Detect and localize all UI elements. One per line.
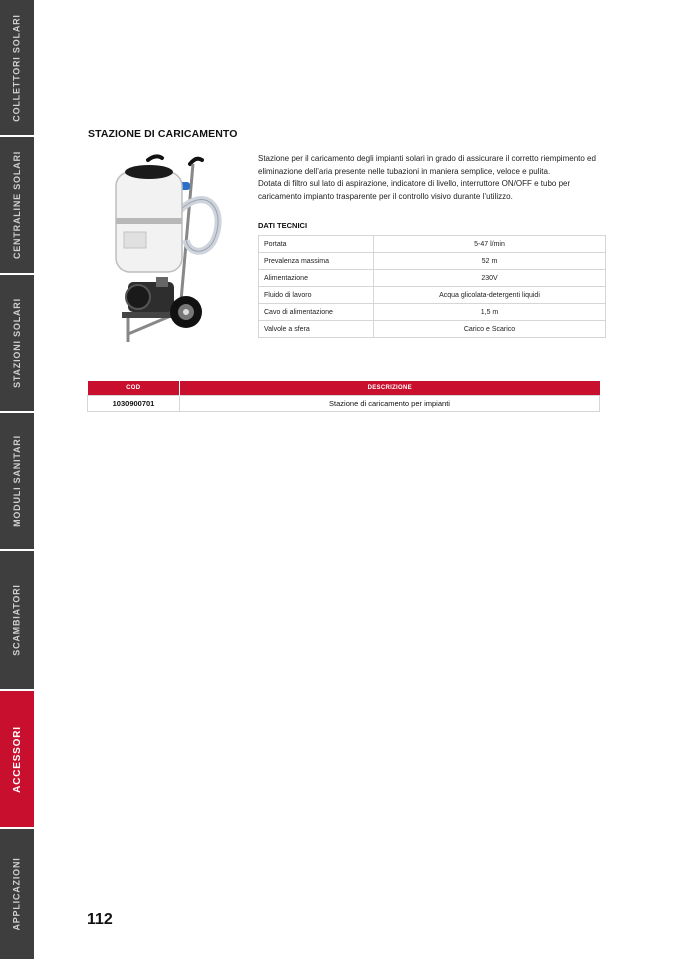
charging-station-image xyxy=(98,152,228,348)
page-title: STAZIONE DI CARICAMENTO xyxy=(88,128,238,140)
tab-label: COLLETTORI SOLARI xyxy=(12,13,22,122)
order-description: Stazione di caricamento per impianti xyxy=(180,396,600,412)
tab-moduli-sanitari[interactable] xyxy=(0,413,34,551)
tab-label: SCAMBIATORI xyxy=(12,584,22,656)
spec-label: Fluido di lavoro xyxy=(259,287,374,304)
table-row xyxy=(259,287,606,304)
tab-label: STAZIONI SOLARI xyxy=(12,298,22,388)
specs-heading: DATI TECNICI xyxy=(258,221,308,230)
spec-value: 52 m xyxy=(374,253,606,270)
column-header-code: COD xyxy=(88,381,180,396)
tab-applicazioni[interactable] xyxy=(0,829,34,959)
table-row xyxy=(259,253,606,270)
spec-value: 5-47 l/min xyxy=(374,236,606,253)
tab-label: CENTRALINE SOLARI xyxy=(12,150,23,260)
spec-label: Prevalenza massima xyxy=(259,253,374,270)
table-row xyxy=(259,236,606,253)
specs-table xyxy=(258,235,606,338)
product-description xyxy=(258,153,603,203)
spec-label: Portata xyxy=(259,236,374,253)
category-sidebar xyxy=(0,0,34,959)
spec-value: 1,5 m xyxy=(374,304,606,321)
description-paragraph-2: Dotata di filtro sul lato di aspirazione, indicatore di livello, interruttore ON/OFF e tubo per caricamento impianto trasparente per il controllo visivo durante l’utilizzo. xyxy=(258,179,571,201)
table-row xyxy=(259,321,606,338)
table-row xyxy=(88,396,600,412)
spec-value: 230V xyxy=(374,270,606,287)
table-row xyxy=(259,270,606,287)
order-table xyxy=(87,381,600,412)
tab-collettori-solari[interactable] xyxy=(0,0,34,137)
column-header-description: DESCRIZIONE xyxy=(180,381,600,396)
tab-label: ACCESSORI xyxy=(11,725,23,793)
tab-label: APPLICAZIONI xyxy=(12,857,23,931)
tab-stazioni-solari[interactable] xyxy=(0,275,34,413)
description-paragraph-1: Stazione per il caricamento degli impianti solari in grado di assicurare il corretto riempimento ed eliminazione dell’aria presente nelle tubazioni in maniera semplice, veloce e pulita. xyxy=(258,154,596,176)
page-number: 112 xyxy=(87,911,113,928)
spec-label: Valvole a sfera xyxy=(259,321,374,338)
spec-value: Acqua glicolata-detergenti liquidi xyxy=(374,287,606,304)
tab-centraline-solari[interactable] xyxy=(0,137,34,275)
order-code: 1030900701 xyxy=(88,396,180,412)
spec-label: Alimentazione xyxy=(259,270,374,287)
tab-accessori[interactable] xyxy=(0,691,34,829)
spec-value: Carico e Scarico xyxy=(374,321,606,338)
spec-label: Cavo di alimentazione xyxy=(259,304,374,321)
order-header-row xyxy=(88,381,600,396)
table-row xyxy=(259,304,606,321)
tab-scambiatori[interactable] xyxy=(0,551,34,691)
tab-label: MODULI SANITARI xyxy=(12,435,23,527)
